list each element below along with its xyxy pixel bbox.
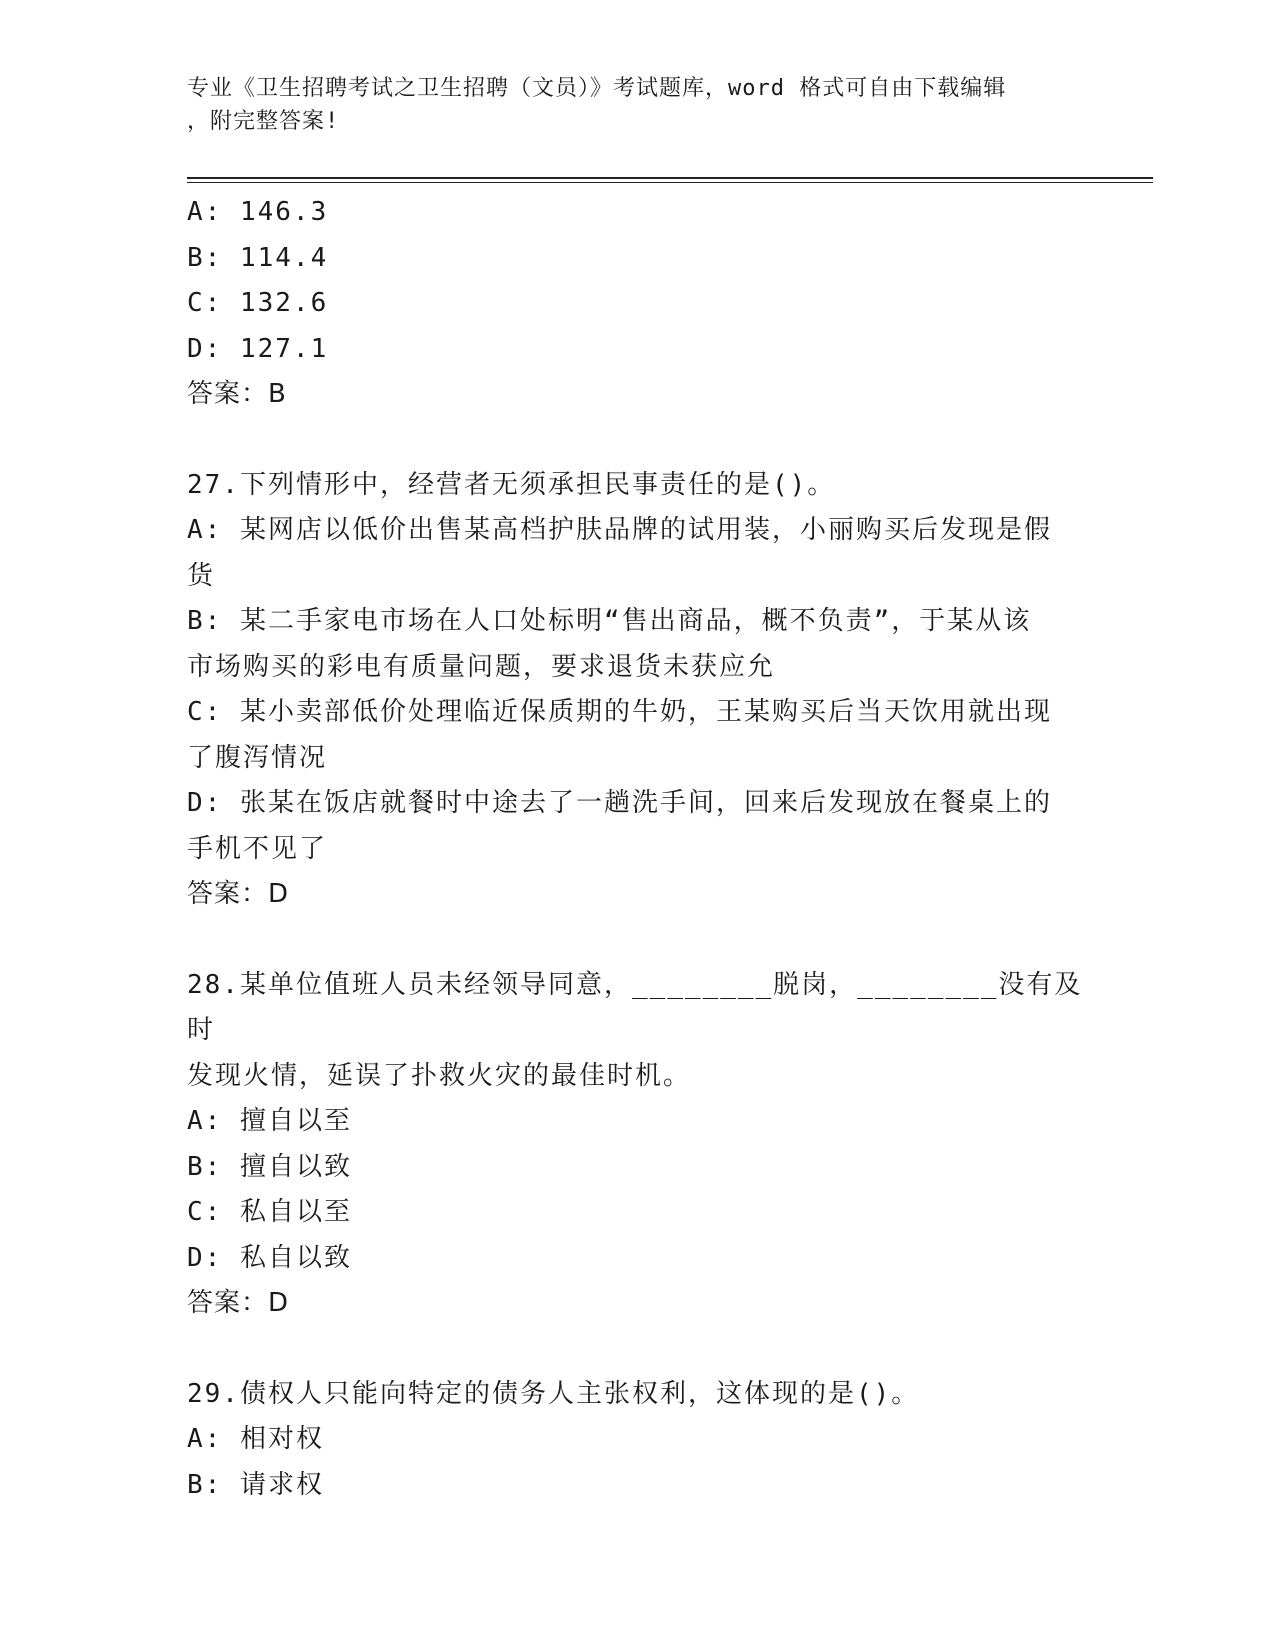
option-d: D: 私自以致 <box>187 1242 352 1273</box>
header-rule-thick <box>187 177 1153 179</box>
option-d-continued: 手机不见了 <box>187 833 328 864</box>
option-b: B: 114.4 <box>187 242 329 273</box>
option-c: C: 私自以至 <box>187 1197 352 1227</box>
question-29 <box>187 1372 1087 1509</box>
question-28 <box>187 963 1087 1327</box>
option-c: C: 某小卖部低价处理临近保质期的牛奶，王某购买后当天饮用就出现 <box>187 697 1052 727</box>
question-stem: 29.债权人只能向特定的债务人主张权利，这体现的是()。 <box>187 1378 920 1409</box>
question-stem: 27.下列情形中，经营者无须承担民事责任的是()。 <box>187 469 836 500</box>
question-27 <box>187 463 1087 918</box>
option-b-continued: 市场购买的彩电有质量问题，要求退货未获应允 <box>187 651 776 682</box>
document-header <box>187 72 1067 138</box>
option-a: A: 某网店以低价出售某高档护肤品牌的试用装，小丽购买后发现是假 <box>187 515 1052 545</box>
header-rule-thin <box>187 182 1153 183</box>
option-b: B: 某二手家电市场在人口处标明“售出商品，概不负责”，于某从该 <box>187 606 1032 636</box>
answer-label: 答案：B <box>187 379 287 409</box>
header-line-2: ，附完整答案! <box>187 109 340 134</box>
option-a: A: 相对权 <box>187 1424 324 1454</box>
question-stem-continued: 发现火情，延误了扑救火灾的最佳时机。 <box>187 1060 692 1091</box>
question-list <box>187 190 1087 1508</box>
header-line-1: 专业《卫生招聘考试之卫生招聘（文员）》考试题库，word 格式可自由下载编辑 <box>187 76 1007 101</box>
question-26 <box>187 190 1087 418</box>
option-b: B: 请求权 <box>187 1469 324 1500</box>
answer-label: 答案：D <box>187 1288 290 1318</box>
option-a: A: 146.3 <box>187 197 329 227</box>
option-c: C: 132.6 <box>187 288 329 318</box>
question-stem: 28.某单位值班人员未经领导同意，________脱岗，________没有及时 <box>187 969 1083 1045</box>
option-b: B: 擅自以致 <box>187 1151 352 1182</box>
option-d: D: 127.1 <box>187 333 329 364</box>
option-a-continued: 货 <box>187 560 216 591</box>
answer-label: 答案：D <box>187 879 290 909</box>
option-c-continued: 了腹泻情况 <box>187 742 328 773</box>
option-d: D: 张某在饭店就餐时中途去了一趟洗手间，回来后发现放在餐桌上的 <box>187 788 1052 818</box>
option-a: A: 擅自以至 <box>187 1106 352 1136</box>
